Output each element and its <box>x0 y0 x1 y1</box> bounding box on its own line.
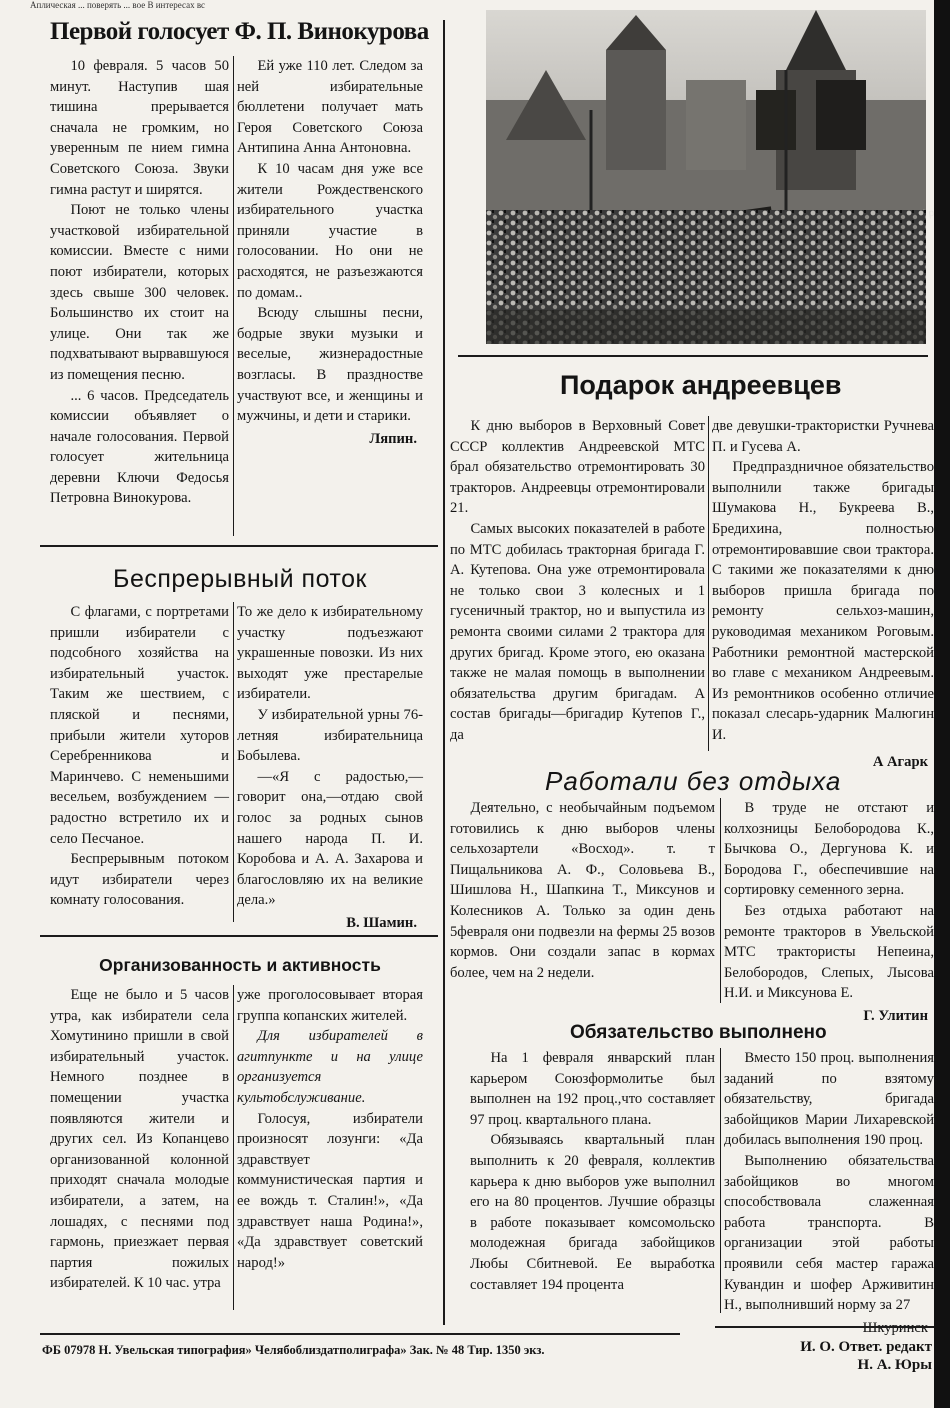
paragraph: ... 6 часов. Председатель комиссии объявляет о начале голосования. Первой голосует жительница деревни Ключи Федосья Петровна Винокурова. <box>50 387 229 507</box>
page-column-rule <box>443 20 445 1325</box>
article6-col1 <box>470 1048 715 1316</box>
paragraph: С флагами, с портретами пришли избиратели с подсобного хозяйства на избирательный участок. Таким же шествием, с пляской и песнями, прибыли жители хуторов Серебренникова и Маринчево. С неменьшими весельем, возбуждением — радостно встретило их и село Песчаное. <box>50 604 229 847</box>
column-rule <box>720 798 721 1003</box>
paragraph: Для избирателей в агитпункте и на улице организуется культобслуживание. <box>237 1028 423 1106</box>
footer-rule <box>715 1326 935 1328</box>
column-rule <box>708 416 709 751</box>
article3-title: Организованность и активность <box>99 955 381 975</box>
column-rule <box>233 56 234 536</box>
imprint-line: ФБ 07978 Н. Увельская типография» Челябоблиздатполиграфа» Зак. № 48 Тир. 1350 экз. <box>42 1343 545 1357</box>
article5-signature: Г. Улитин <box>863 1007 928 1024</box>
paragraph: В труде не отстают и колхозницы Белобородова К., Бычкова О., Дергунова К. и Бородова Г., обеспечившие на сортировку семенного зерна. <box>724 800 934 899</box>
paragraph: На 1 февраля январский план карьером Союзформолитье был выполнен на 192 проц.,что составляет 97 проц. квартального плана. <box>470 1050 715 1128</box>
article2-col2 <box>237 602 423 931</box>
paragraph: К дню выборов в Верховный Совет СССР коллектив Андреевской МТС брал обязательство отремонтировать 30 тракторов. Андреевцы отремонтировали 21. <box>450 418 705 517</box>
editor-line-2: Н. А. Юры <box>857 1357 932 1373</box>
article2-col1 <box>50 602 229 927</box>
paragraph: Вместо 150 проц. выполнения заданий по взятому обязательству, бригада забойщиков Марии Лихаревской добилась выполнения 190 проц. <box>724 1050 934 1149</box>
article4-signature: А Агарк <box>872 753 928 770</box>
masthead-strip: Аплическая ... поверять ... вое В интересах вс <box>30 0 206 10</box>
article3-col2 <box>237 985 423 1315</box>
article6-col2 <box>724 1048 934 1316</box>
paragraph: Без отдыха работают на ремонте тракторов в Увельской МТС трактористы Непеина, Белобородов, Слепых, Лысова Н.И. и Миксунова Е. <box>724 902 934 1002</box>
crowd-photo-image <box>486 10 926 344</box>
article1-col2 <box>237 56 423 536</box>
article5-title: Работали без отдыха <box>545 766 842 796</box>
paragraph: К 10 часам дня уже все жители Рождественского избирательного участка приняли участие в голосовании. Но они не расходятся, не разъезжаются по домам.. <box>237 160 423 301</box>
paragraph: Выполнению обязательства забойщиков во многом способствовала слаженная работа транспорта. В организации этой работы проявили себя мастер гаража Кувандин и шофер Арживитин Н., выполнивший норму за 27 <box>724 1152 934 1314</box>
article5-col2 <box>724 798 934 1023</box>
scan-edge <box>934 0 950 1408</box>
paragraph: Предпраздничное обязательство выполнили также бригады Шумакова Н., Букреева В., Бредихина, полностью отремонтировавшие свои трактора. С такими же показателями к дню выборов пришла бригада по ремонту сельхоз-машин, руководимая механиком Роговым. Работники ремонтной мастерской во главе с механиком Андреевым. Из ремонтников особенно отличие показал слесарь-ударник Малюгин И. <box>712 459 934 743</box>
paragraph: Голосуя, избиратели произносят лозунги: «Да здравствует коммунистическая партия и ее вождь т. Сталин!», «Да здравствует наша Родина!», «Да здравствует советский народ!» <box>237 1110 423 1271</box>
paragraph: уже проголосовывает вторая группа копанских жителей. <box>237 987 423 1024</box>
article4-col2 <box>712 416 934 770</box>
article2-title: Беспрерывный поток <box>113 565 367 593</box>
paragraph: Всюду слышны песни, бодрые звуки музыки и веселые, жизнерадостные возгласы. В праздностве участвуют все, и женщины и мужчины, и дети и старики. <box>237 305 423 425</box>
footer-rule <box>40 1333 680 1335</box>
paragraph: 10 февраля. 5 часов 50 минут. Наступив шая тишина прерывается сначала не громким, но уверенным пе нием гимна Советского Союза. Звуки гимна растут и ширятся. <box>50 58 229 198</box>
paragraph: Беспрерывным потоком идут избиратели через комнату голосования. <box>50 851 229 909</box>
article6-title: Обязательство выполнено <box>570 1022 827 1043</box>
paragraph: Поют не только члены участковой избирательной комиссии. Вместе с ними поют избиратели, которых здесь свыше 300 человек. Большинство их стоит на улице. Они так же подхватывают вырвавшуюся из помещения песню. <box>50 202 229 383</box>
article2-signature: В. Шамин. <box>346 914 417 931</box>
editor-line-1: И. О. Ответ. редакт <box>800 1339 932 1355</box>
section-rule <box>40 935 438 937</box>
article1-col1 <box>50 56 229 536</box>
column-rule <box>233 985 234 1310</box>
paragraph: Ей уже 110 лет. Следом за ней избирательные бюллетени получает мать Героя Советского Союза Антипина Анна Антоновна. <box>237 58 423 157</box>
paragraph: две девушки-трактористки Ручнева П. и Гусева А. <box>712 418 934 455</box>
paragraph: Деятельно, с необычайным подъемом готовились к дню выборов члены сельхозартели «Восход». т. т Пищальникова А. Ф., Соловьева В., Шишлова Н., Шапкина Т., Миксунов и Колесников А. Только за один день 5февраля они подвезли на фермы 25 возов кормов. Они создали запас в кормах более, чем на 2 недели. <box>450 800 715 981</box>
demonstration-photo <box>486 10 926 344</box>
article1-signature: Ляпин. <box>369 430 417 447</box>
paragraph: У избирательной урны 76-летняя избирательница Бобылева. <box>237 706 423 765</box>
article6-signature <box>724 1318 928 1339</box>
article1-title: Первой голосует Ф. П. Винокурова <box>50 18 429 45</box>
paragraph: То же дело к избирательному участку подъезжают украшенные повозки. Из них выходят уже престарелые избиратели. <box>237 604 423 703</box>
column-rule <box>720 1048 721 1313</box>
paragraph: Обязываясь квартальный план выполнить к 20 февраля, коллектив карьера к дню выборов уже выполнил его на 80 процентов. Лучшие образцы в работе показывает комсомольско молодежная бригада забойщиков Любы Сбитневой. Ее выработка составляет 194 процента <box>470 1132 715 1293</box>
article4-title: Подарок андреевцев <box>560 370 842 400</box>
paragraph: Еще не было и 5 часов утра, как избиратели села Хомутинино пришли в свой избирательный участок. Немного позднее в помещении участка появляются жители и других сел. Из Копанцево организованной колонной приходят сначала молодые избиратели, а затем, на лошадях, с песнями под гармонь, приезжает первая партия пожилых избирателей. К 10 час. утра <box>50 987 229 1292</box>
article5-col1 <box>450 798 715 1008</box>
article3-col1 <box>50 985 229 1315</box>
column-rule <box>233 602 234 922</box>
paragraph: —«Я с радостью,—говорит она,—отдаю свой голос за родных сынов нашего народа П. И. Коробова и А. А. Захарова и благословляю их на великие дела.» <box>237 768 423 909</box>
section-rule <box>458 355 928 357</box>
article4-col1 <box>450 416 705 751</box>
paragraph: Самых высоких показателей в работе по МТС добилась тракторная бригада Г. А. Кутепова. Она уже отремонтировала не только свои 3 колесных и 1 гусеничный трактор, но и выпустила из ремонта своими силами 2 трактора для других бригад. Кроме этого, ею оказана также не малая помощь в выполнении обязательства другим бригадам. А состав бригады—бригадир Кутепов Г., да <box>450 520 705 743</box>
section-rule <box>40 545 438 547</box>
